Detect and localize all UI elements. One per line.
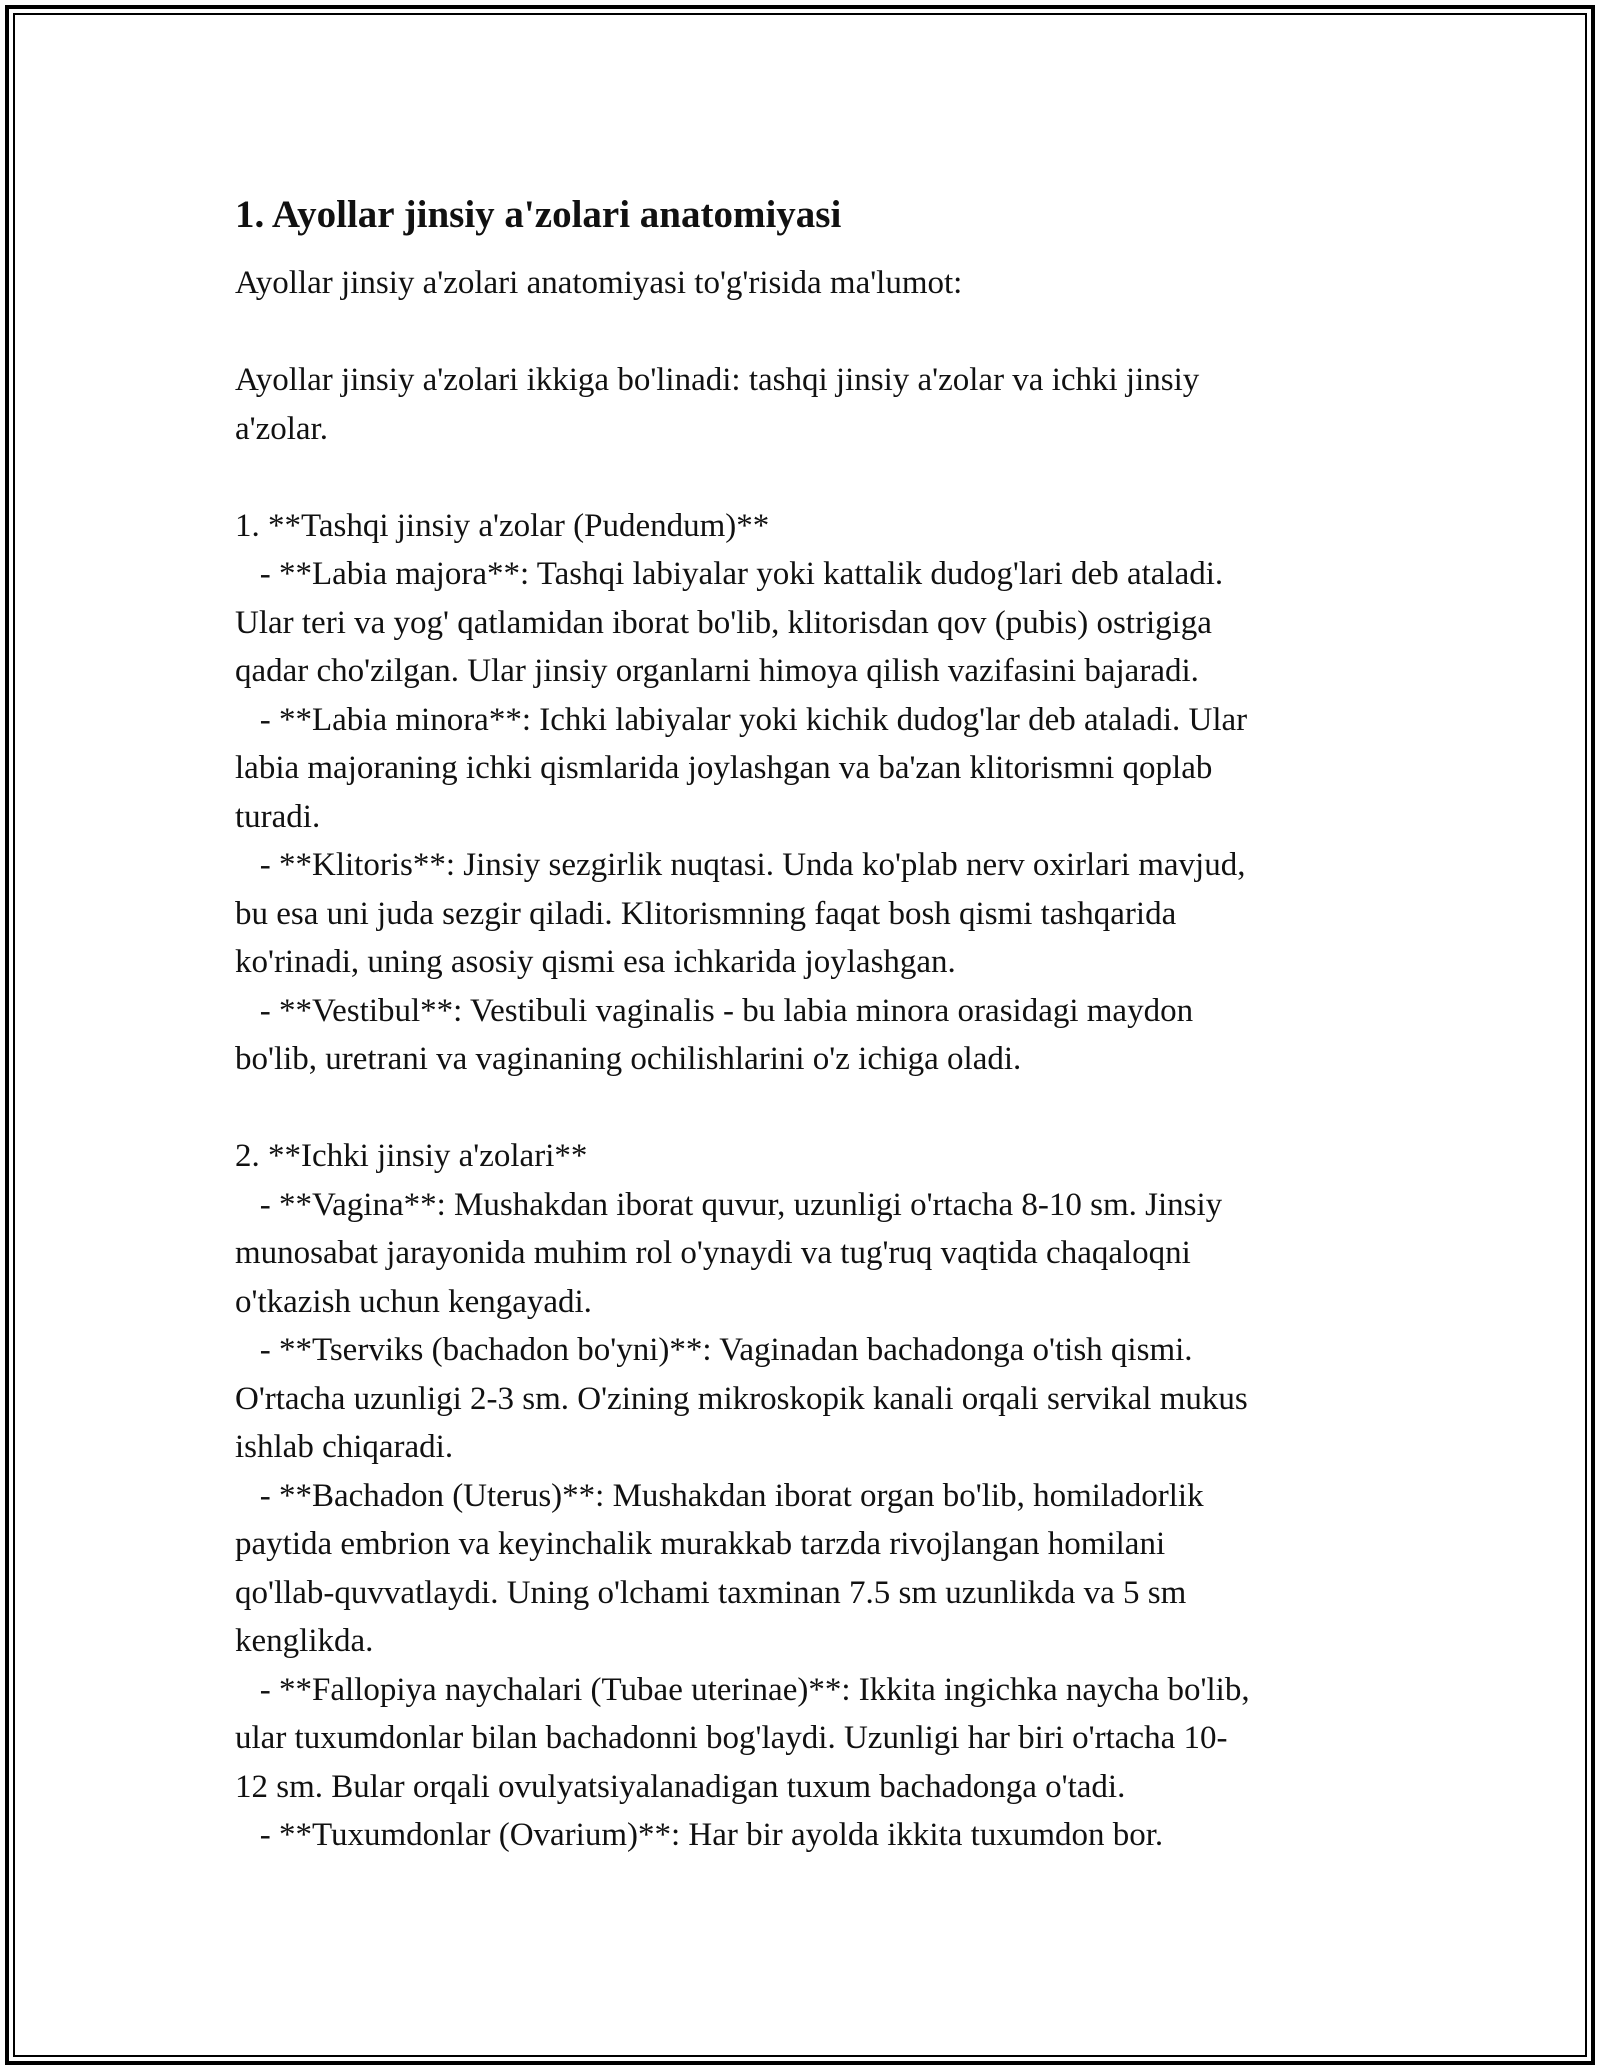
- text-line: ishlab chiqaradi.: [235, 1429, 454, 1465]
- text-line: - **Fallopiya naychalari (Tubae uterinae)**: Ikkita ingichka naycha bo'lib,: [235, 1671, 1250, 1708]
- text-line: - **Tserviks (bachadon bo'yni)**: Vaginadan bachadonga o'tish qismi.: [235, 1332, 1193, 1368]
- text-line: - **Bachadon (Uterus)**: Mushakdan iborat organ bo'lib, homiladorlik: [235, 1477, 1204, 1514]
- text-line: - **Vestibul**: Vestibuli vaginalis - bu labia minora orasidagi maydon: [235, 992, 1194, 1029]
- text-line: Ayollar jinsiy a'zolari anatomiyasi to'g'risida ma'lumot:: [235, 265, 963, 301]
- text-line: o'tkazish uchun kengayadi.: [235, 1283, 592, 1320]
- document-title: 1. Ayollar jinsiy a'zolari anatomiyasi: [235, 193, 842, 236]
- text-line: labia majoraning ichki qismlarida joylashgan va ba'zan klitorismni qoplab: [235, 750, 1213, 786]
- text-line: paytida embrion va keyinchalik murakkab tarzda rivojlangan homilani: [235, 1526, 1166, 1562]
- text-line: bu esa uni juda sezgir qiladi. Klitorismning faqat bosh qismi tashqarida: [235, 895, 1177, 932]
- text-line: - **Tuxumdonlar (Ovarium)**: Har bir ayolda ikkita tuxumdon bor.: [235, 1817, 1164, 1853]
- text-line: Ular teri va yog' qatlamidan iborat bo'lib, klitorisdan qov (pubis) ostrigiga: [235, 604, 1212, 641]
- blank-line: [235, 308, 1375, 357]
- document-body: [235, 188, 1375, 1860]
- text-line: qo'llab-quvvatlaydi. Uning o'lchami taxminan 7.5 sm uzunlikda va 5 sm: [235, 1574, 1187, 1611]
- text-line: 2. **Ichki jinsiy a'zolari**: [235, 1138, 588, 1174]
- text-line: Ayollar jinsiy a'zolari ikkiga bo'linadi: tashqi jinsiy a'zolar va ichki jinsiy: [235, 362, 1200, 398]
- text-line: turadi.: [235, 798, 321, 835]
- text-line: - **Vagina**: Mushakdan iborat quvur, uzunligi o'rtacha 8-10 sm. Jinsiy: [235, 1186, 1223, 1223]
- text-line: 1. **Tashqi jinsiy a'zolar (Pudendum)**: [235, 507, 770, 544]
- text-line: - **Labia majora**: Tashqi labiyalar yoki kattalik dudog'lari deb ataladi.: [235, 556, 1224, 592]
- text-line: ular tuxumdonlar bilan bachadonni bog'laydi. Uzunligi har biri o'rtacha 10-: [235, 1720, 1228, 1756]
- text-line: - **Klitoris**: Jinsiy sezgirlik nuqtasi. Unda ko'plab nerv oxirlari mavjud,: [235, 847, 1246, 883]
- text-line: ko'rinadi, uning asosiy qismi esa ichkarida joylashgan.: [235, 944, 956, 980]
- text-line: kenglikda.: [235, 1623, 374, 1659]
- text-line: bo'lib, uretrani va vaginaning ochilishlarini o'z ichiga oladi.: [235, 1041, 1022, 1077]
- document-text: [235, 259, 1375, 1860]
- text-line: 12 sm. Bular orqali ovulyatsiyalanadigan tuxum bachadonga o'tadi.: [235, 1768, 1126, 1805]
- text-line: qadar cho'zilgan. Ular jinsiy organlarni himoya qilish vazifasini bajaradi.: [235, 653, 1199, 689]
- text-line: a'zolar.: [235, 410, 328, 447]
- blank-line: [235, 1084, 1375, 1133]
- blank-line: [235, 453, 1375, 502]
- text-line: O'rtacha uzunligi 2-3 sm. O'zining mikroskopik kanali orqali servikal mukus: [235, 1380, 1248, 1417]
- text-line: - **Labia minora**: Ichki labiyalar yoki kichik dudog'lar deb ataladi. Ular: [235, 701, 1248, 738]
- text-line: munosabat jarayonida muhim rol o'ynaydi va tug'ruq vaqtida chaqaloqni: [235, 1235, 1191, 1271]
